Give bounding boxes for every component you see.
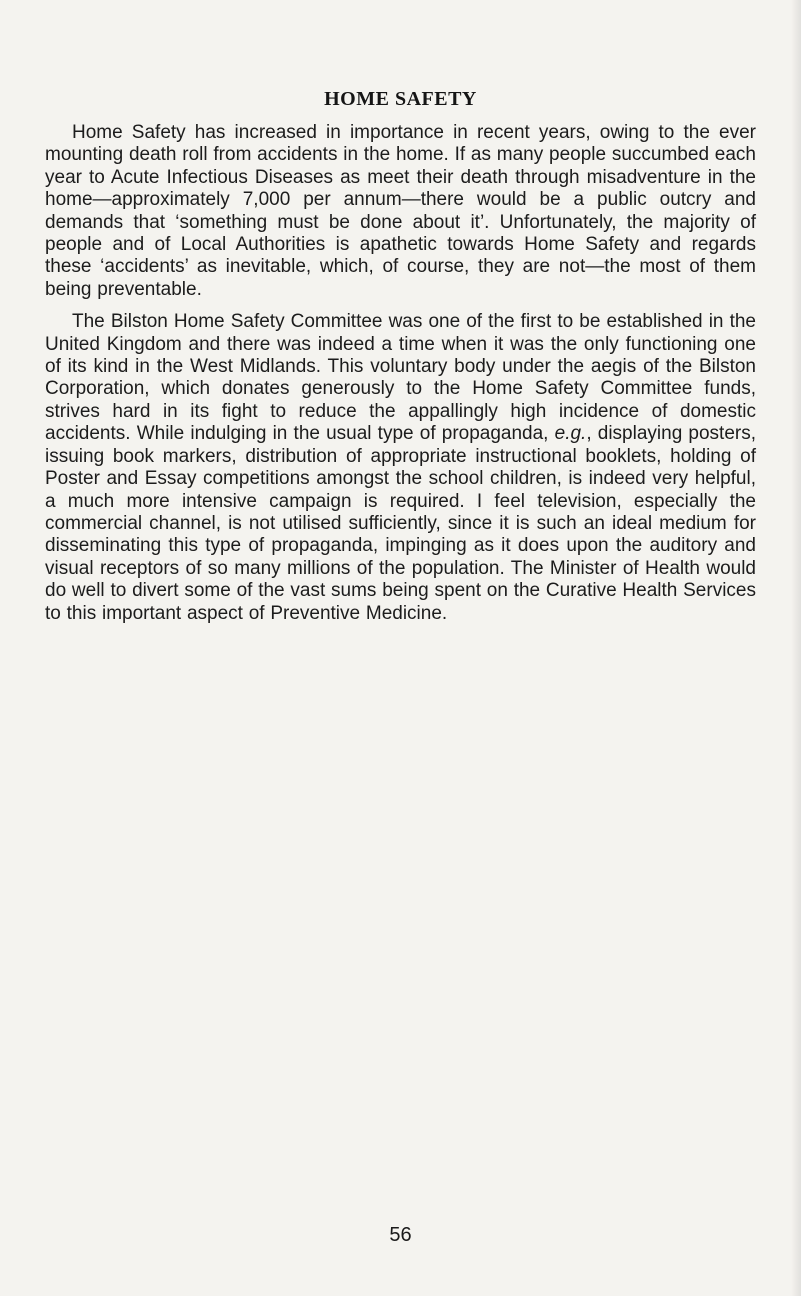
paragraph-2-text-start: The Bilston Home Safety Committee was one of the first to be established in the United Kingdom and there was indeed a time when it was the only functioning one of its kind in the West Midlands. This voluntary body under the aegis of the Bilston Corporation, which donates generously to the Home Safety Committee funds, strives hard in its fight to reduce the appallingly high incidence of domestic accidents. While indulging in the usual type of propaganda, [45, 311, 756, 445]
page-edge-shadow [791, 0, 801, 1296]
paragraph-2-text-end: , displaying posters, issuing book markers, distribution of appropriate instructional booklets, holding of Poster and Essay competitions amongst the school children, is indeed very helpful, a much more intensive campaign is required. I feel television, especially the commercial channel, is not utilised sufficiently, since it is such an ideal medium for disseminating this type of propaganda, impinging as it does upon the auditory and visual receptors of so many millions of the population. The Minister of Health would do well to divert some of the vast sums being spent on the Curative Health Services to this important aspect of Preventive Medicine. [45, 423, 757, 624]
paragraph-2-italic-abbrev: e.g. [554, 423, 587, 445]
paragraph-2 [45, 311, 756, 625]
body-text [45, 122, 756, 635]
paragraph-1-text: Home Safety has increased in importance in recent years, owing to the ever mounting death roll from accidents in the home. If as many people succumbed each year to Acute Infectious Diseases as meet their death through misadventure in the home—approximately 7,000 per annum—there would be a public outcry and demands that ‘something must be done about it’. Unfortunately, the majority of people and of Local Authorities is apathetic towards Home Safety and regards these ‘accidents’ as inevitable, which, of course, they are not—the most of them being preventable. [45, 122, 756, 300]
page-number: 56 [389, 1224, 412, 1246]
page-title: HOME SAFETY [324, 88, 477, 110]
paragraph-1 [45, 122, 756, 301]
